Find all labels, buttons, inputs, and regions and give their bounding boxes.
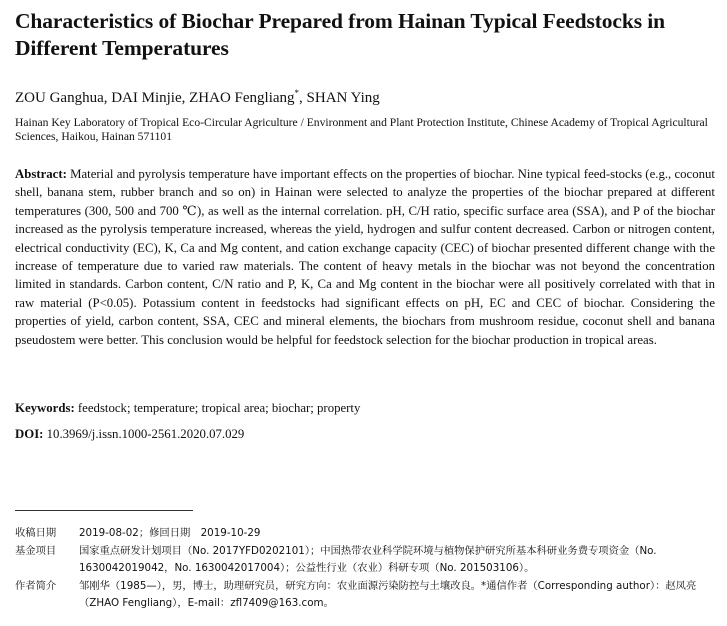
funding [15, 543, 720, 578]
abstract-label: Abstract: [15, 167, 67, 181]
authors-rest: , SHAN Ying [299, 90, 380, 106]
fund-label: 基金项目 [15, 544, 57, 557]
author-bio [15, 578, 720, 613]
keywords [15, 399, 360, 417]
received-dates [15, 525, 720, 543]
doi [15, 425, 244, 443]
keywords-text: feedstock; temperature; tropical area; biochar; property [77, 401, 361, 415]
doi-link[interactable]: 10.3969/j.issn.1000-2561.2020.07.029 [46, 427, 245, 441]
doi-label: DOI: [15, 427, 44, 441]
footnote-divider [15, 510, 193, 511]
author-list [15, 84, 380, 107]
abstract-text: Material and pyrolysis temperature have important effects on the properties of biochar. Nine typical feed-stocks (e.g., coconut shell, banana stem, rubber branch and so on) in Hainan were selected to analyze the properties of the biochar prepared at different temperatures (300, 500 and 700 ℃), as well as the internal correlation. pH, C/H ratio, specific surface area (SSA), and P of the biochar increased as the pyrolysis temperature increased, whereas the yield, hydrogen and sulfur content decreased. Carbon or nitrogen content, electrical conductivity (EC), K, Ca and Mg content, and cation exchange capacity (CEC) of biochar presented different change with the increase of temperature due to varied raw materials. The content of heavy metals in the biochar was not beyond the concentration limited in standards. Carbon content, C/N ratio and P, K, Ca and Mg content in the biochar were all positively correlated with that in raw material (P<0.05). Potassium content in feedstocks had significant effects on pH, EC and CEC of biochar. Considering the properties of yield, carbon content, SSA, CEC and mineral elements, the biochars from mushroom residue, coconut shell and banana pseudostem were better. This conclusion would be helpful for feedstock selection for the biochar production in tropical areas. [15, 167, 715, 347]
author-bio-label: 作者简介 [15, 579, 57, 592]
footnotes [15, 525, 720, 613]
keywords-label: Keywords: [15, 401, 75, 415]
received-label: 收稿日期 [15, 527, 57, 539]
paper-title: Characteristics of Biochar Prepared from Hainan Typical Feedstocks in Different Temperatures [15, 9, 666, 60]
received-text: 2019-08-02；修回日期 2019-10-29 [79, 527, 261, 539]
abstract [15, 165, 715, 349]
author-bio-text: 邹刚华（1985—），男，博士，助理研究员，研究方向：农业面源污染防控与土壤改良。*通信作者（Corresponding author）：赵凤亮（ZHAO Fengliang），E-mail：zfl7409@163.com。 [79, 579, 697, 609]
fund-text: 国家重点研发计划项目（No. 2017YFD0202101）；中国热带农业科学院环境与植物保护研究所基本科研业务费专项资金（No. 1630042019042，No. 1630042017004）；公益性行业（农业）科研专项（No. 201503106）。 [79, 544, 657, 574]
affiliation: Hainan Key Laboratory of Tropical Eco-Circular Agriculture / Environment and Plant Protection Institute, Chinese Academy of Tropical Agricultural Sciences, Haikou, Hainan 571101 [15, 116, 708, 143]
corresponding-mark: * [294, 88, 300, 98]
authors-main: ZOU Ganghua, DAI Minjie, ZHAO Fengliang [15, 90, 295, 106]
